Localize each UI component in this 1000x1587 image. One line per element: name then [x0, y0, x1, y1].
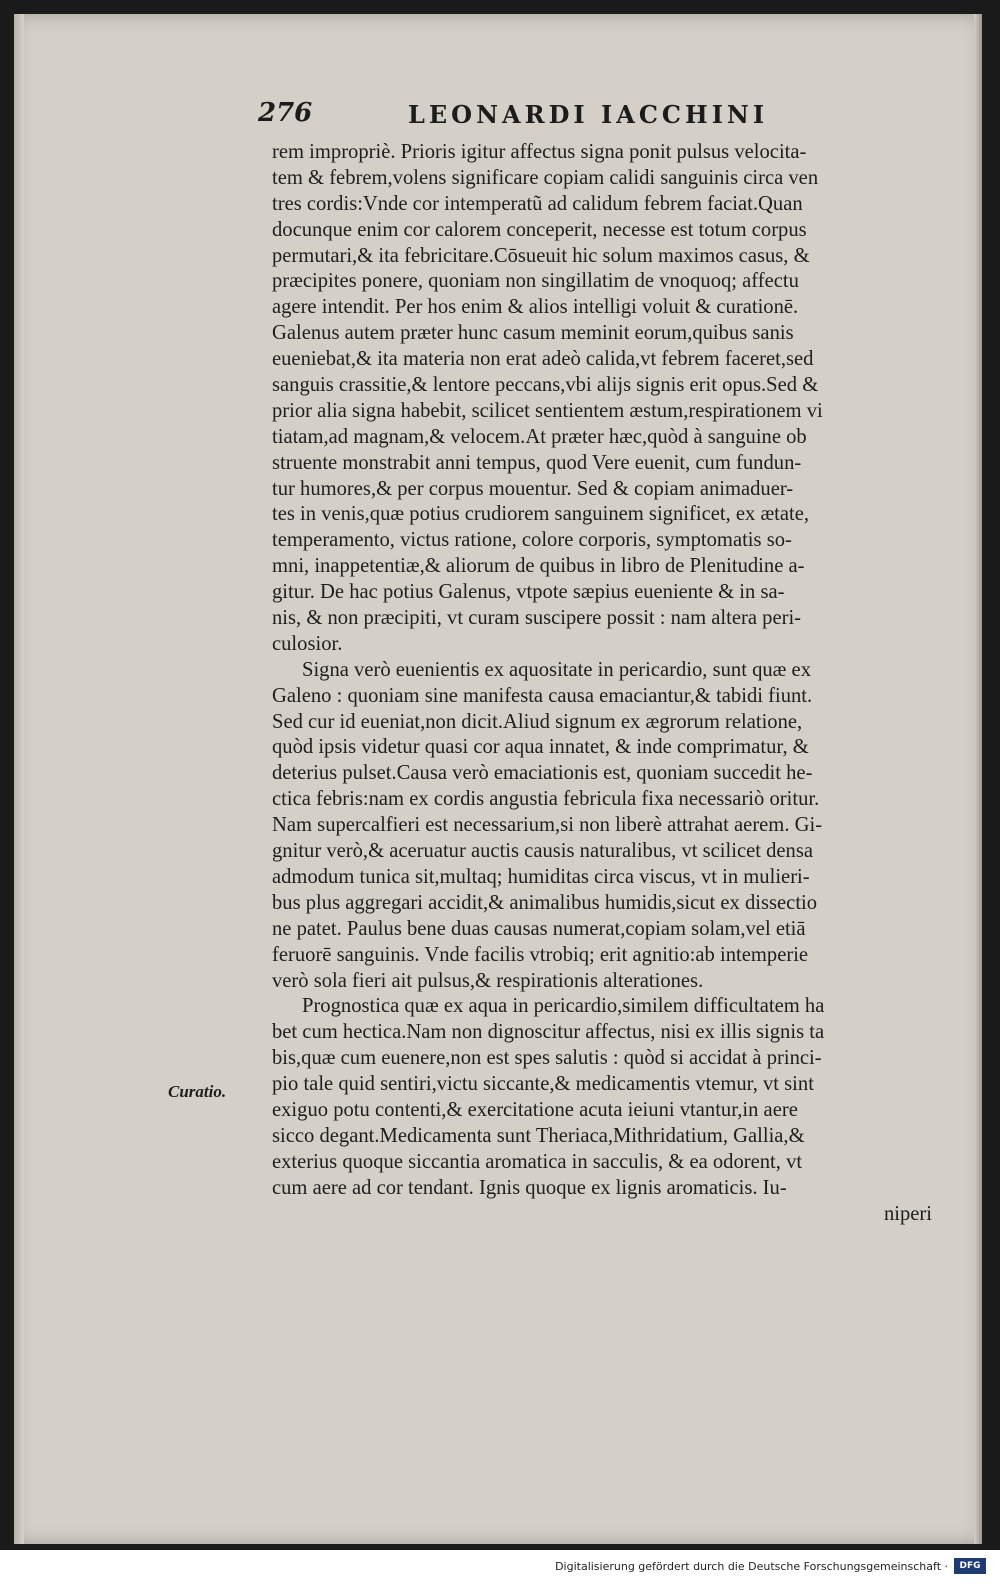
page-number: 276 [258, 98, 313, 128]
text-line: rem impropriè. Prioris igitur affectus signa ponit pulsus velocita- [272, 141, 807, 163]
text-line: deterius pulset.Causa verò emaciationis est, quoniam succedit he- [272, 762, 813, 785]
body-text [272, 140, 952, 1227]
text-line: nis, & non præcipiti, vt curam suscipere possit : nam altera peri- [272, 607, 802, 630]
text-line: præcipites ponere, quoniam non singillatim de vnoquoq; affectu [272, 270, 799, 293]
catchword: niperi [883, 1202, 932, 1225]
page-header [258, 98, 948, 138]
text-line: tem & febrem,volens significare copiam calidi sanguinis circa ven [272, 166, 819, 189]
text-line: Nam supercalfieri est necessarium,si non liberè attrahat aerem. Gi- [272, 814, 823, 837]
text-line: permutari,& ita febricitare.Cōsueuit hic solum maximos casus, & [272, 244, 810, 267]
funding-credit: Digitalisierung gefördert durch die Deutsche Forschungsgemeinschaft · [555, 1560, 948, 1573]
text-line: struente monstrabit anni tempus, quod Vere euenit, cum fundun- [272, 451, 802, 474]
text-line: Signa verò euenientis ex aquositate in pericardio, sunt quæ ex [302, 658, 811, 681]
text-line: sanguis crassitie,& lentore peccans,vbi alijs signis erit opus.Sed & [272, 374, 819, 397]
text-line: tes in venis,quæ potius crudiorem sanguinem significet, ex ætate, [272, 503, 810, 526]
text-line: docunque enim cor calorem conceperit, necesse est totum corpus [272, 218, 807, 241]
text-line: agere intendit. Per hos enim & alios intelligi voluit & curationē. [272, 296, 799, 319]
text-line: bet cum hectica.Nam non dignoscitur affectus, nisi ex illis signis ta [272, 1021, 825, 1044]
text-line: eueniebat,& ita materia non erat adeò calida,vt febrem faceret,sed [272, 348, 814, 371]
text-line: bus plus aggregari accidit,& animalibus humidis,sicut ex dissectio [272, 891, 818, 914]
text-line: ctica febris:nam ex cordis angustia febricula fixa necessariò oritur. [272, 788, 820, 811]
text-line: quòd ipsis videtur quasi cor aqua innatet, & inde comprimatur, & [272, 736, 809, 759]
text-line: bis,quæ cum euenere,non est spes salutis : quòd si accidat à princi- [272, 1047, 822, 1070]
text-line: mni, inappetentiæ,& aliorum de quibus in libro de Plenitudine a- [272, 555, 805, 578]
footer-bar [0, 1550, 1000, 1587]
text-line: feruorē sanguinis. Vnde facilis vtrobiq; erit agnitio:ab intemperie [272, 943, 809, 966]
text-line: Sed cur id eueniat,non dicit.Aliud signum ex ægrorum relatione, [272, 710, 803, 733]
text-line: culosior. [272, 632, 343, 655]
text-line: temperamento, victus ratione, colore corporis, symptomatis so- [272, 529, 792, 552]
text-line: gitur. De hac potius Galenus, vtpote sæpius eueniente & in sa- [272, 581, 785, 604]
dfg-logo-icon: DFG [954, 1558, 986, 1574]
text-line: prior alia signa habebit, scilicet sentientem æstum,respirationem vi [272, 399, 823, 422]
text-line: pio tale quid sentiri,victu siccante,& medicamentis vtemur, vt sint [272, 1073, 814, 1096]
text-line: exiguo potu contenti,& exercitatione acuta ieiuni vtantur,in aere [272, 1098, 798, 1121]
text-line: Galeno : quoniam sine manifesta causa emaciantur,& tabidi fiunt. [272, 684, 813, 707]
text-line: Prognostica quæ ex aqua in pericardio,similem difficultatem ha [302, 995, 825, 1018]
text-line: Galenus autem præter hunc casum meminit eorum,quibus sanis [272, 322, 794, 345]
text-line: tur humores,& per corpus mouentur. Sed & copiam animaduer- [272, 477, 794, 500]
text-line: tiatam,ad magnam,& velocem.At præter hæc,quòd à sanguine ob [272, 425, 807, 448]
text-line: gnitur verò,& aceruatur auctis causis naturalibus, vt scilicet densa [272, 840, 813, 863]
running-head: LEONARDI IACCHINI [408, 100, 769, 129]
marginal-note: Curatio. [168, 1082, 227, 1101]
text-line: admodum tunica sit,multaq; humiditas circa viscus, vt in mulieri- [272, 865, 810, 888]
text-line: cum aere ad cor tendant. Ignis quoque ex lignis aromaticis. Iu- [272, 1176, 787, 1199]
text-line: exterius quoque siccantia aromatica in sacculis, & ea odorent, vt [272, 1150, 803, 1173]
text-line: sicco degant.Medicamenta sunt Theriaca,Mithridatium, Gallia,& [272, 1124, 805, 1147]
text-line: tres cordis:Vnde cor intemperatũ ad calidum febrem faciat.Quan [272, 192, 803, 215]
text-line: ne patet. Paulus bene duas causas numerat,copiam solam,vel etiā [272, 917, 806, 940]
text-line: verò sola fieri ait pulsus,& respirationis alterationes. [272, 969, 704, 992]
